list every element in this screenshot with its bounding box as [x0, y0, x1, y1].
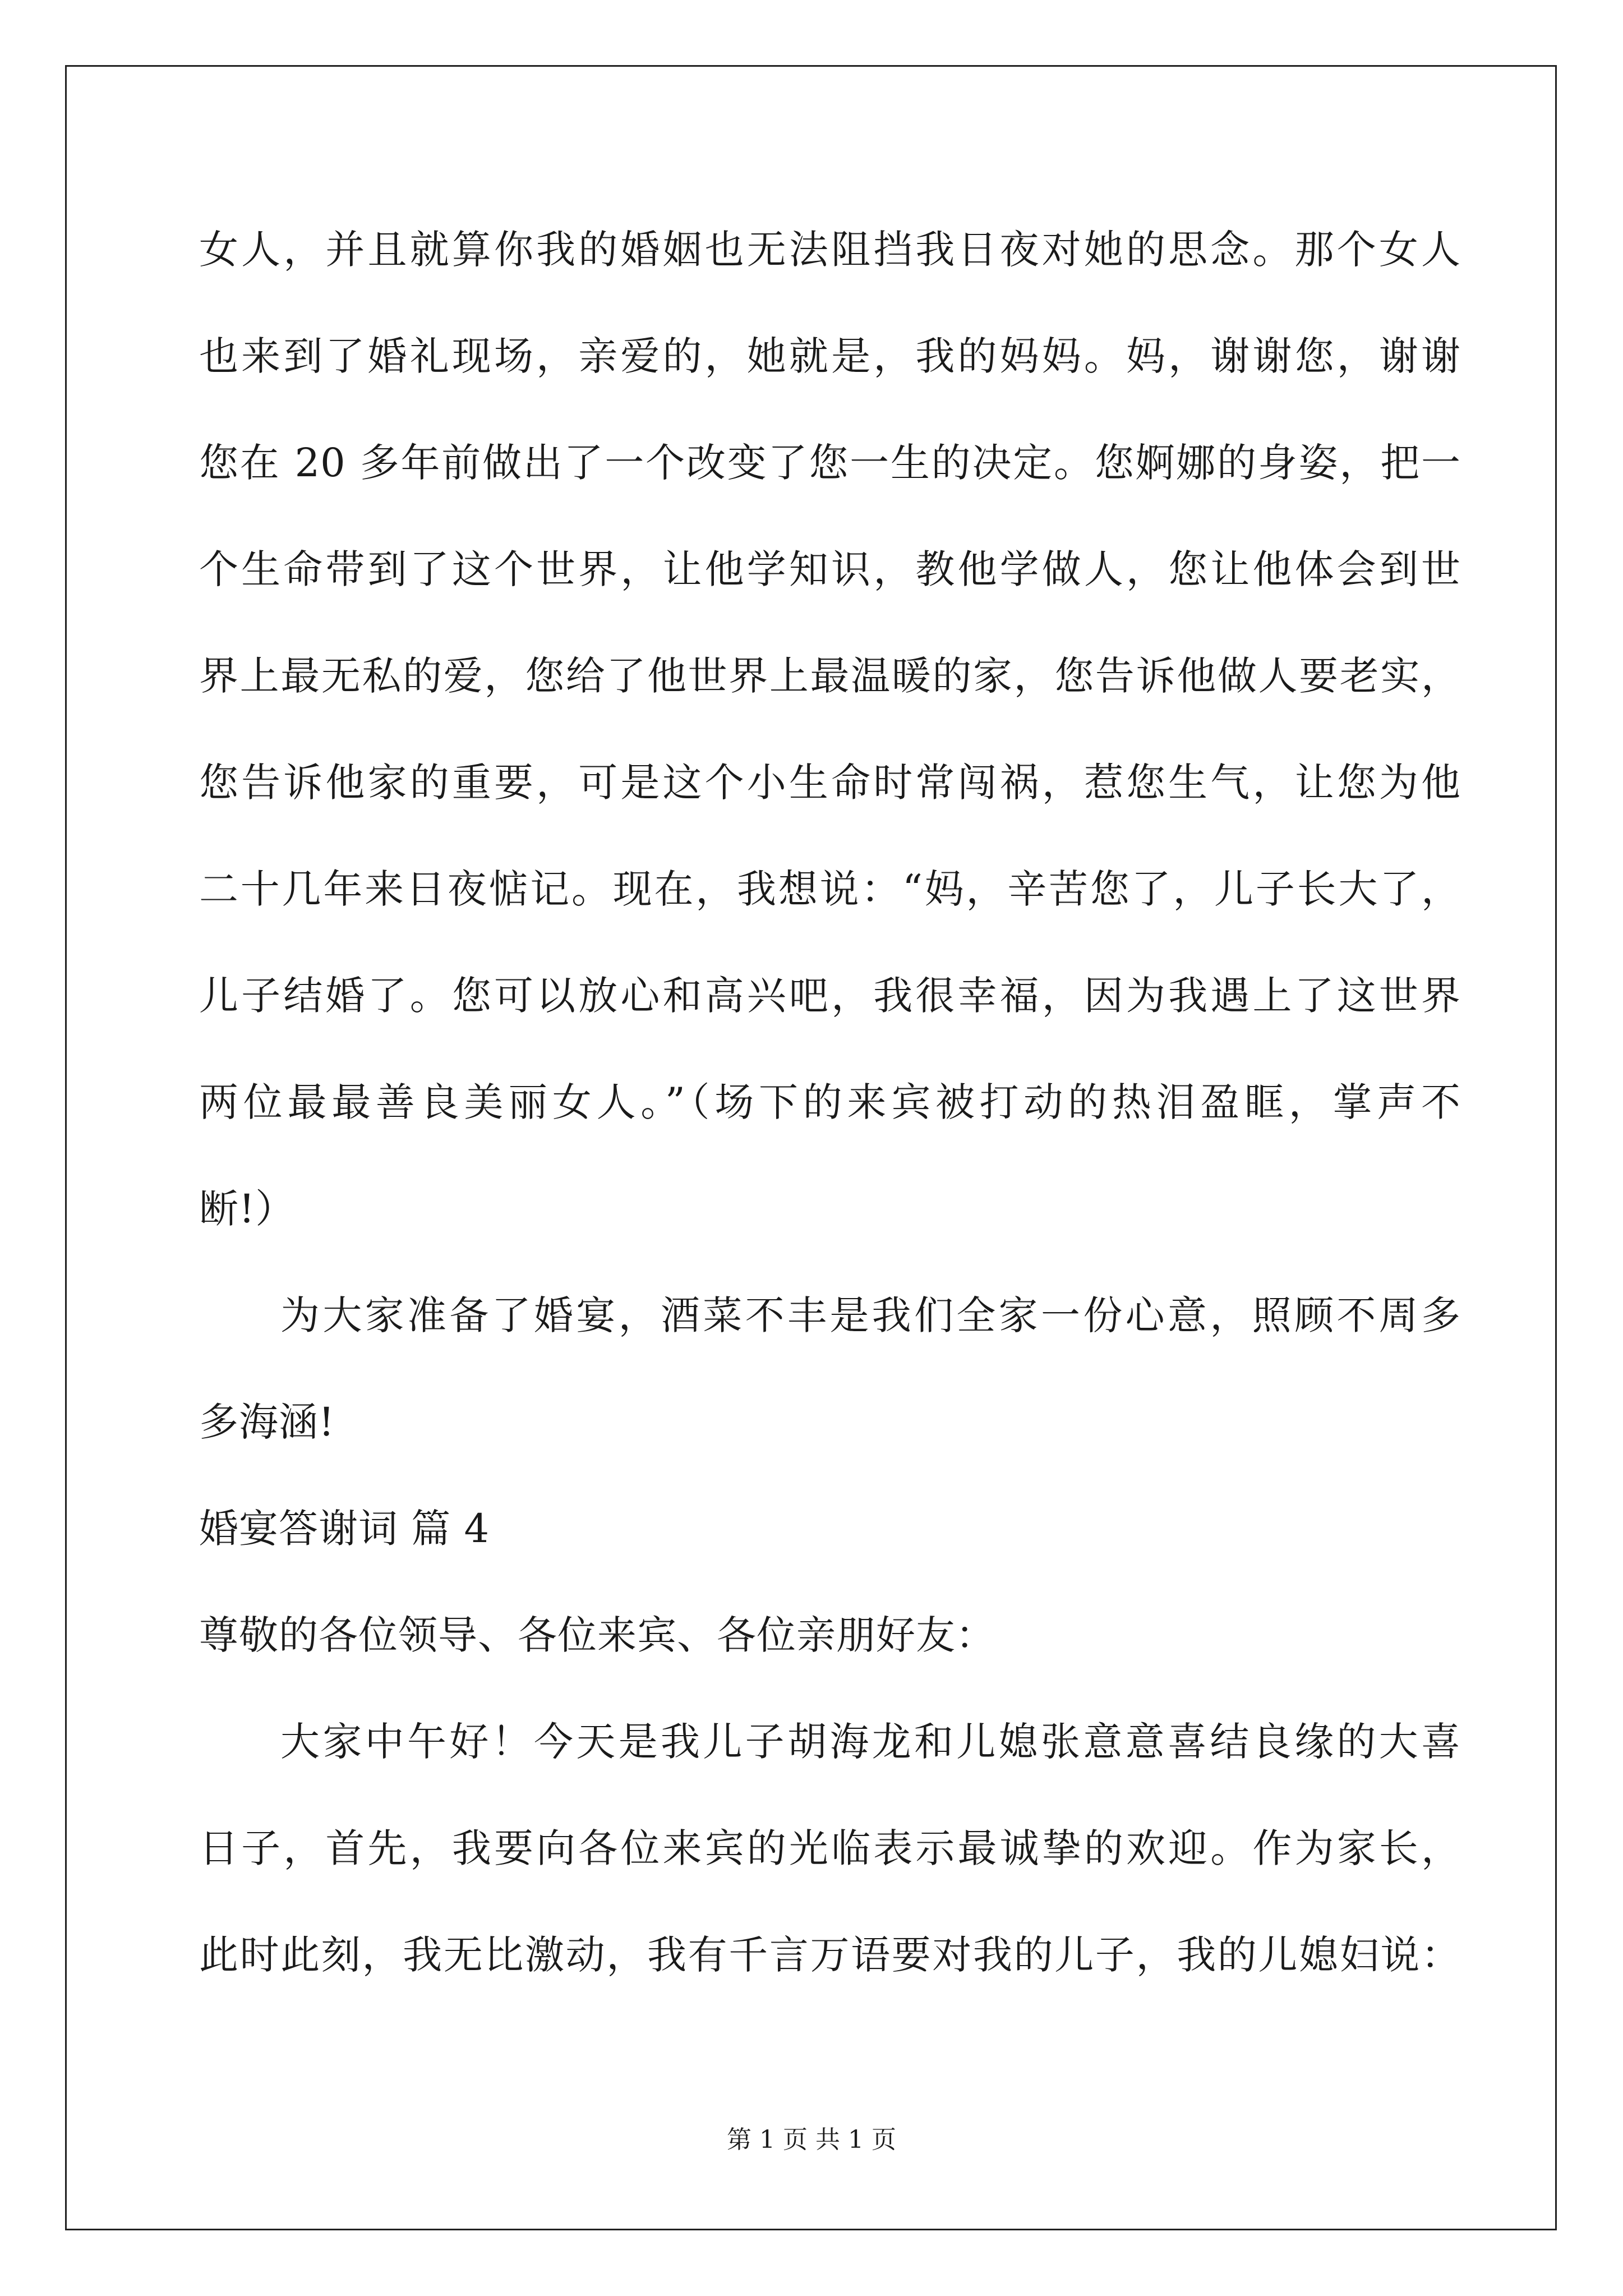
paragraph-line: 日子，首先，我要向各位来宾的光临表示最诚挚的欢迎。作为家长， — [199, 1825, 1461, 1871]
page-border — [65, 65, 1557, 2230]
paragraph-line: 两位最最善良美丽女人。”（场下的来宾被打动的热泪盈眶，掌声不 — [199, 1079, 1461, 1125]
paragraph-line: 二十几年来日夜惦记。现在，我想说：“妈，辛苦您了，儿子长大了， — [199, 866, 1461, 912]
section-heading: 婚宴答谢词 篇 4 — [199, 1506, 490, 1552]
paragraph-line: 女人，并且就算你我的婚姻也无法阻挡我日夜对她的思念。那个女人 — [199, 227, 1461, 273]
page-footer: 第 1 页 共 1 页 — [727, 2125, 896, 2154]
paragraph-line: 您在 20 多年前做出了一个改变了您一生的决定。您婀娜的身姿，把一 — [199, 440, 1461, 486]
paragraph-line: 多海涵! — [199, 1399, 335, 1445]
paragraph-line: 儿子结婚了。您可以放心和高兴吧，我很幸福，因为我遇上了这世界 — [199, 973, 1461, 1019]
paragraph-line: 界上最无私的爱，您给了他世界上最温暖的家，您告诉他做人要老实， — [199, 653, 1461, 699]
salutation-line: 尊敬的各位领导、各位来宾、各位亲朋好友： — [199, 1612, 995, 1658]
paragraph-line: 也来到了婚礼现场，亲爱的，她就是，我的妈妈。妈，谢谢您，谢谢 — [199, 333, 1461, 379]
paragraph-line: 个生命带到了这个世界，让他学知识，教他学做人，您让他体会到世 — [199, 546, 1461, 592]
paragraph-line: 此时此刻，我无比激动，我有千言万语要对我的儿子，我的儿媳妇说： — [199, 1932, 1461, 1978]
paragraph-line: 您告诉他家的重要，可是这个小生命时常闯祸，惹您生气，让您为他 — [199, 760, 1461, 806]
paragraph-line: 为大家准备了婚宴，酒菜不丰是我们全家一份心意，照顾不周多 — [280, 1292, 1461, 1338]
paragraph-line: 断!） — [199, 1186, 296, 1232]
paragraph-line: 大家中午好！今天是我儿子胡海龙和儿媳张意意喜结良缘的大喜 — [280, 1719, 1461, 1765]
